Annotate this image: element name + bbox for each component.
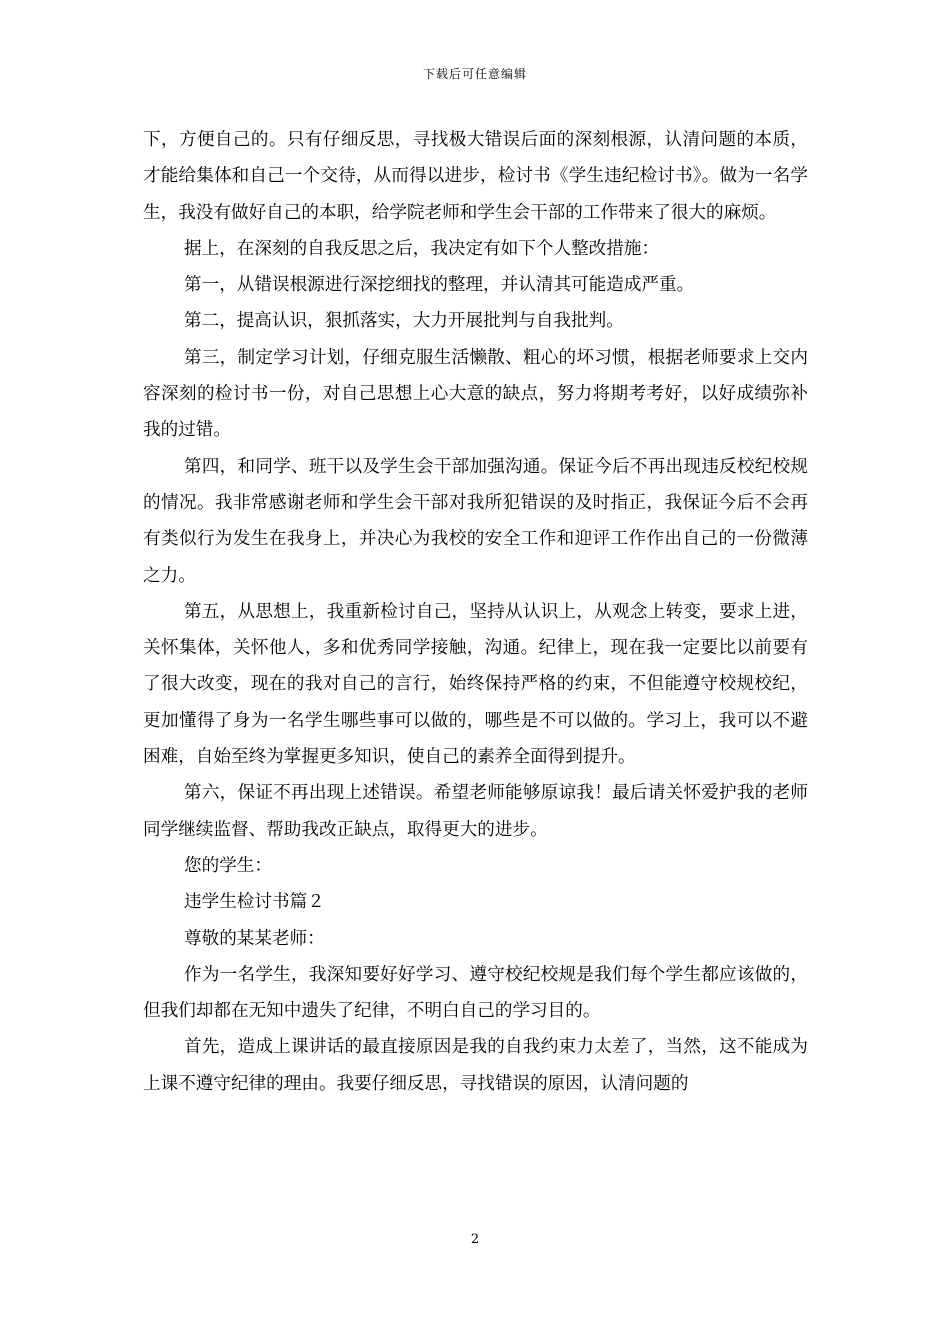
paragraph-intro: 作为一名学生，我深知要好好学习、遵守校纪校规是我们每个学生都应该做的，但我们却都在无知中遗失了纪律，不明白自己的学习目的。 <box>143 964 808 1022</box>
paragraph-measure-6: 第六，保证不再出现上述错误。希望老师能够原谅我！最后请关怀爱护我的老师同学继续监督、帮助我改正缺点，取得更大的进步。 <box>143 783 808 840</box>
paragraph-measure-5: 第五，从思想上，我重新检讨自己，坚持从认识上，从观念上转变，要求上进，关怀集体，关怀他人，多和优秀同学接触，沟通。纪律上，现在我一定要比以前要有了很大改变，现在的我对自己的言行，始终保持严格的约束，不但能遵守校规校纪，更加懂得了身为一名学生哪些事可以做的，哪些是不可以做的。学习上，我可以不避困难，自始至终为掌握更多知识，使自己的素养全面得到提升。 <box>143 601 808 768</box>
paragraph-measure-3: 第三，制定学习计划，仔细克服生活懒散、粗心的坏习惯，根据老师要求上交内容深刻的检讨书一份，对自己思想上心大意的缺点，努力将期考考好，以好成绩弥补我的过错。 <box>143 347 808 441</box>
document-body <box>143 122 808 1102</box>
paragraph-continuation: 下，方便自己的。只有仔细反思，寻找极大错误后面的深刻根源，认清问题的本质，才能给集体和自己一个交待，从而得以进步，检讨书《学生违纪检讨书》。做为一名学生，我没有做好自己的本职，给学院老师和学生会干部的工作带来了很大的麻烦。 <box>143 130 808 223</box>
paragraph-measure-1: 第一，从错误根源进行深挖细找的整理，并认清其可能造成严重。 <box>184 275 695 296</box>
page-number: 2 <box>470 1232 480 1247</box>
paragraph-first-reason: 首先，造成上课讲话的最直接原因是我的自我约束力太差了，当然，这不能成为上课不遵守纪律的理由。我要仔细反思，寻找错误的原因，认清问题的 <box>143 1037 808 1094</box>
paragraph-measure-4: 第四，和同学、班干以及学生会干部加强沟通。保证今后不再出现违反校纪校规的情况。我非常感谢老师和学生会干部对我所犯错误的及时指正，我保证今后不会再有类似行为发生在我身上，并决心为我校的安全工作和迎评工作作出自己的一份微薄之力。 <box>143 456 808 586</box>
section-heading: 违学生检讨书篇２ <box>184 892 325 913</box>
paragraph-signature: 您的学生： <box>184 855 272 876</box>
paragraph-salutation: 尊敬的某某老师： <box>184 928 325 949</box>
page-header: 下载后可任意编辑 <box>422 67 527 81</box>
paragraph-measure-2: 第二，提高认识，狠抓落实，大力开展批判与自我批判。 <box>184 311 624 332</box>
paragraph-measures-intro: 据上，在深刻的自我反思之后，我决定有如下个人整改措施： <box>184 238 660 259</box>
